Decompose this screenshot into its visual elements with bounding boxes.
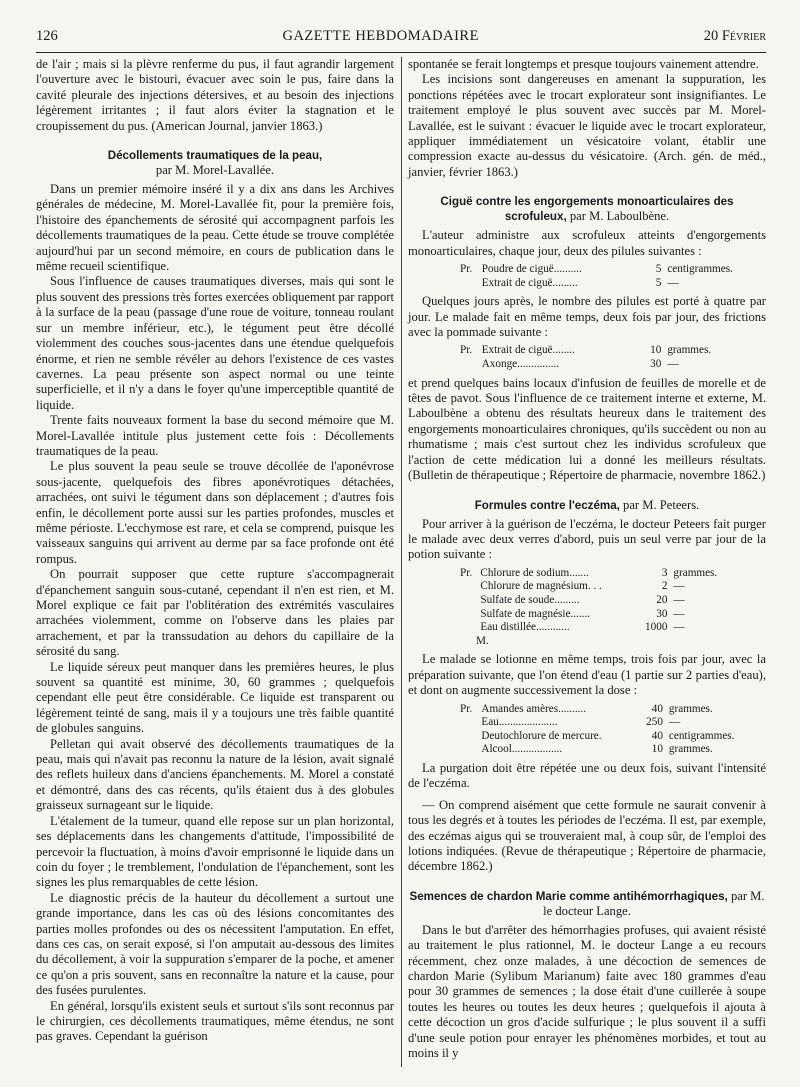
issue-date: 20 Février <box>703 28 766 44</box>
formula-prefix: Pr. <box>460 263 473 276</box>
formula-prefix: Pr. <box>460 344 473 357</box>
formula-prefix <box>460 608 480 622</box>
formula-row <box>460 567 766 581</box>
left-column <box>36 57 394 1067</box>
formula-row <box>460 730 766 744</box>
paragraph: Pelletan qui avait observé des décollements traumatiques de la peau, mais qui n'avait pas reconnu la nature de la lésion, avait signalé des reflets huileux dans d'anciens épanchements. M. Morel a constaté et démontré, dans des cas récents, qu'ils étaient dus à des globules graisseux surnageant sur le liquide. <box>36 736 394 813</box>
ingredient-quantity: 250 <box>646 716 663 729</box>
section-heading <box>36 148 394 178</box>
ingredient-quantity: 30 <box>656 607 668 620</box>
paragraph: Le liquide séreux peut manquer dans les premières heures, le plus souvent sa quantité est minime, 30, 60 grammes ; quelquefois cependant elle peut être considérable. Ce liquide est transparent ou légèrement teinté de sang, mais il y a toujours une très faible quantité de globules sanguins. <box>36 659 394 736</box>
ingredient-quantity: 10 <box>650 344 662 357</box>
ingredient-unit: — <box>667 358 679 371</box>
paragraph: Sous l'influence de causes traumatiques diverses, mais qui sont le plus souvent des pressions très fortes exercées obliquement par rapport à la surface de la peau (passage d'une roue de voiture, tonneau roulant sur un membre inférieur, etc.), le tégument peut être décollé violemment des couches sous-jacentes dans une étendue quelquefois énorme, et rien ne semble révéler au dehors l'existence de ces vastes cavernes. La peau présente son aspect normal ou une teinte superficielle, et il n'y a dans le foyer qu'une imperceptible quantité de liquide. <box>36 274 394 412</box>
ingredient-name: Sulfate de soude......... <box>480 593 580 606</box>
formula-row <box>460 621 766 635</box>
column-divider <box>401 57 402 1067</box>
formula-mix-mark: M. <box>476 634 489 647</box>
section-author: par M. Peteers. <box>623 497 700 512</box>
ingredient-quantity: 5 <box>655 263 662 276</box>
paragraph: Dans le but d'arrêter des hémorrhagies profuses, qui avaient résisté au traitement le plus rationnel, M. le docteur Lange a eu recours récemment, chez onze malades, à une décoction de semences de chardon Marie (Sylibum Marianum) faite avec 180 grammes d'eau pour 30 grammes de semences ; la dose était d'une cuillerée à soupe toutes les heures ou toutes les deux heures ; quelquefois il ajouta à cette décoction un gros d'acide sulfurique ; le plus souvent il a suffi d'une seule potion pour enrayer les phénomènes morbides, et tout au moins il y <box>408 922 766 1060</box>
paragraph: Le malade se lotionne en même temps, trois fois par jour, avec la préparation suivante, que l'on étend d'eau (1 partie sur 2 parties d'eau), et dont on augmente successivement la dose : <box>408 652 766 698</box>
paragraph: On pourrait supposer que cette rupture s'accompagnerait d'épanchement sanguin sous-cutané, cependant il n'en est rien, et M. Morel explique ce fait par l'oblitération des extrémités vasculaires arrachées violemment, comme on l'observe dans les plaies par arrachement, et par la transsudation au dehors du capillaire de la sérosité du sang. <box>36 567 394 659</box>
formula-prefix: Pr. <box>460 702 473 715</box>
ingredient-name: Extrait de ciguë........ <box>481 344 575 357</box>
ingredient-unit: centigrammes. <box>667 263 733 276</box>
ingredient-unit: grammes. <box>668 702 713 715</box>
ingredient-unit: — <box>667 276 679 289</box>
ingredient-quantity: 1000 <box>645 621 668 634</box>
section-title: Semences de chardon Marie comme antihémorrhagiques, <box>409 889 728 903</box>
paragraph: Dans un premier mémoire inséré il y a dix ans dans les Archives générales de médecine, M. Morel-Lavallée fit, pour la première fois, l'histoire des épanchements de sérosité qui accompagnent parfois les décollements traumatiques de la peau. Cette étude se trouve complétée aujourd'hui par un second mémoire, en cours de publication dans le même recueil scientifique. <box>36 182 394 274</box>
section-heading <box>408 889 766 919</box>
ingredient-name: Chlorure de magnésium. . . <box>480 580 602 593</box>
ingredient-unit: centigrammes. <box>668 729 735 742</box>
formula-row <box>460 277 766 291</box>
ingredient-unit: grammes. <box>673 566 718 579</box>
ingredient-unit: — <box>673 621 685 634</box>
section-heading <box>408 194 766 224</box>
paragraph: — On comprend aisément que cette formule ne saurait convenir à tous les degrés et à toutes les périodes de l'eczéma. Il est, par exemple, des eczémas aigus qui se trouveraient mal, à coup sûr, de l'emploi des lotions indiquées. (Revue de thérapeutique ; Répertoire de pharmacie, décembre 1862.) <box>408 797 766 874</box>
paragraph: La purgation doit être répétée une ou deux fois, suivant l'intensité de l'eczéma. <box>408 760 766 791</box>
paragraph: L'étalement de la tumeur, quand elle repose sur un plan horizontal, ses déplacements dans les changements d'attitude, l'impossibilité de percevoir la fluctuation, à moins d'avoir emprisonné le liquide dans un coin du foyer ; le tremblement, l'ondulation de l'épanchement, sont les signes les plus remarquables de cette lésion. <box>36 813 394 890</box>
ingredient-name: Eau distillée............ <box>480 621 570 634</box>
formula-prefix <box>460 358 482 372</box>
section-title: Décollements traumatiques de la peau, <box>107 149 323 163</box>
ingredient-name: Extrait de ciguë......... <box>481 276 578 289</box>
formula-prefix <box>460 580 480 594</box>
prescription-formula <box>460 263 766 290</box>
paragraph: En général, lorsqu'ils existent seuls et surtout s'ils sont reconnus par le chirurgien, ces décollements traumatiques, même étendus, ne sont pas graves. Cependant la guérison <box>36 998 394 1044</box>
ingredient-quantity: 20 <box>656 593 668 606</box>
ingredient-unit: grammes. <box>667 344 712 357</box>
formula-mix <box>460 635 766 649</box>
formula-row <box>460 594 766 608</box>
ingredient-unit: — <box>673 580 685 593</box>
formula-prefix <box>460 277 482 291</box>
formula-row <box>460 716 766 730</box>
formula-prefix <box>460 743 481 757</box>
paragraph: Le diagnostic précis de la hauteur du décollement a surtout une grande importance, dans les cas où des lésions concomitantes des parties molles profondes ou des os nécessitent l'amputation. En effet, dans ces cas, on serait exposé, si l'on amputait au-dessous des limites du décollement, à voir la suppuration s'emparer de la poche, et amener ce qu'on a pris souvent, sans en reconnaître la nature et la cause, pour des fusées purulentes. <box>36 890 394 998</box>
paragraph: et prend quelques bains locaux d'infusion de feuilles de morelle et de têtes de pavot. Sous l'influence de ce traitement interne et externe, M. Laboulbène a obtenu des résultats heureux dans le traitement des engorgements monoarticulaires chroniques, qu'ils succèdent ou non au rhumatisme ; mais c'est surtout chez les individus scrofuleux que l'action de cette médication lui a donné les meilleurs résultats. (Bulletin de thérapeutique ; Répertoire de pharmacie, novembre 1862.) <box>408 375 766 483</box>
section-author: par M. le docteur Lange. <box>543 888 765 918</box>
ingredient-name: Deutochlorure de mercure. <box>481 729 602 742</box>
ingredient-quantity: 40 <box>651 729 663 742</box>
section-title: Formules contre l'eczéma, <box>474 498 620 512</box>
formula-row <box>460 263 766 277</box>
ingredient-name: Poudre de ciguë.......... <box>481 263 582 276</box>
right-column <box>408 57 766 1067</box>
formula-prefix <box>460 730 481 744</box>
formula-row <box>460 703 766 717</box>
prescription-formula <box>460 344 766 371</box>
section-title: Ciguë contre les engorgements monoarticulaires des scrofuleux, <box>440 195 734 224</box>
formula-row <box>460 608 766 622</box>
ingredient-name: Eau..................... <box>481 716 558 729</box>
ingredient-name: Alcool.................. <box>481 743 563 756</box>
ingredient-name: Sulfate de magnésie....... <box>480 607 591 620</box>
formula-prefix <box>460 716 481 730</box>
section-heading <box>408 498 766 513</box>
paragraph: Trente faits nouveaux forment la base du second mémoire que M. Morel-Lavallée intitule plus justement cette fois : Décollements traumatiques de la peau. <box>36 413 394 458</box>
section-author: par M. Laboulbène. <box>569 209 670 224</box>
header-rule <box>36 52 766 53</box>
ingredient-name: Amandes amères.......... <box>481 702 587 715</box>
paragraph: Pour arriver à la guérison de l'eczéma, le docteur Peteers fait purger le malade avec deux verres d'abord, puis un seul verre par jour de la potion suivante : <box>408 516 766 562</box>
formula-prefix: Pr. <box>460 566 473 579</box>
journal-title: GAZETTE HEBDOMADAIRE <box>282 28 479 44</box>
section-author: par M. Morel-Lavallée. <box>155 163 275 178</box>
ingredient-quantity: 5 <box>655 276 662 289</box>
ingredient-name: Chlorure de sodium....... <box>480 566 589 579</box>
formula-row <box>460 344 766 358</box>
ingredient-quantity: 2 <box>661 580 668 593</box>
formula-row <box>460 358 766 372</box>
formula-prefix <box>460 594 480 608</box>
formula-prefix <box>460 621 480 635</box>
paragraph: Le plus souvent la peau seule se trouve décollée de l'aponévrose sous-jacente, quelquefois des fibres aponévrotiques détachées, arrachées, ont suivi le tégument dans son déplacement ; d'autres fois enfin, le décollement porte aussi sur les parties profondes, muscles et même périoste. L'ecchymose est rare, et cela se comprend, puisque les vaisseaux sanguins qui arrivent au derme par sa face profonde ont été rompus. <box>36 459 394 566</box>
page-header <box>36 28 766 50</box>
prescription-formula <box>460 703 766 757</box>
paragraph: de l'air ; mais si la plèvre renferme du pus, il faut agrandir largement l'ouverture avec le bistouri, évacuer avec soin le pus, faire dans la cavité pleurale des injections détersives, et au besoin des injections légèrement irritantes ; il faut alors éviter la stagnation et le croupissement du pus. (American Journal, janvier 1863.) <box>36 57 394 133</box>
ingredient-quantity: 10 <box>651 743 663 756</box>
ingredient-quantity: 40 <box>651 702 663 715</box>
paragraph: L'auteur administre aux scrofuleux atteints d'engorgements monoarticulaires, chaque jour, deux des pilules suivantes : <box>408 228 766 258</box>
ingredient-unit: — <box>668 716 681 729</box>
ingredient-unit: — <box>673 607 685 620</box>
ingredient-quantity: 3 <box>661 566 668 579</box>
formula-row <box>460 743 766 757</box>
page-number: 126 <box>36 28 58 44</box>
prescription-formula <box>460 567 766 635</box>
ingredient-name: Axonge............... <box>481 358 560 371</box>
formula-row <box>460 580 766 594</box>
paragraph: Quelques jours après, le nombre des pilules est porté à quatre par jour. Le malade fait en même temps, deux fois par jour, des frictions avec la pommade suivante : <box>408 294 766 340</box>
paragraph: spontanée se ferait longtemps et presque toujours vainement attendre. <box>408 57 759 71</box>
ingredient-unit: grammes. <box>668 743 713 756</box>
ingredient-quantity: 30 <box>650 358 662 371</box>
two-column-body <box>36 57 766 1067</box>
paragraph: Les incisions sont dangereuses en amenant la suppuration, les ponctions répétées avec le trocart explorateur sont insignifiantes. Le traitement employé le plus souvent avec succès par M. Morel-Lavallée, est le suivant : évacuer le liquide avec le trocart explorateur, appliquer immédiatement un vésicatoire volant, établir une compression exacte au-dessus du vésicatoire. (Arch. gén. de méd., janvier, février 1863.) <box>408 72 766 179</box>
ingredient-unit: — <box>673 593 685 606</box>
